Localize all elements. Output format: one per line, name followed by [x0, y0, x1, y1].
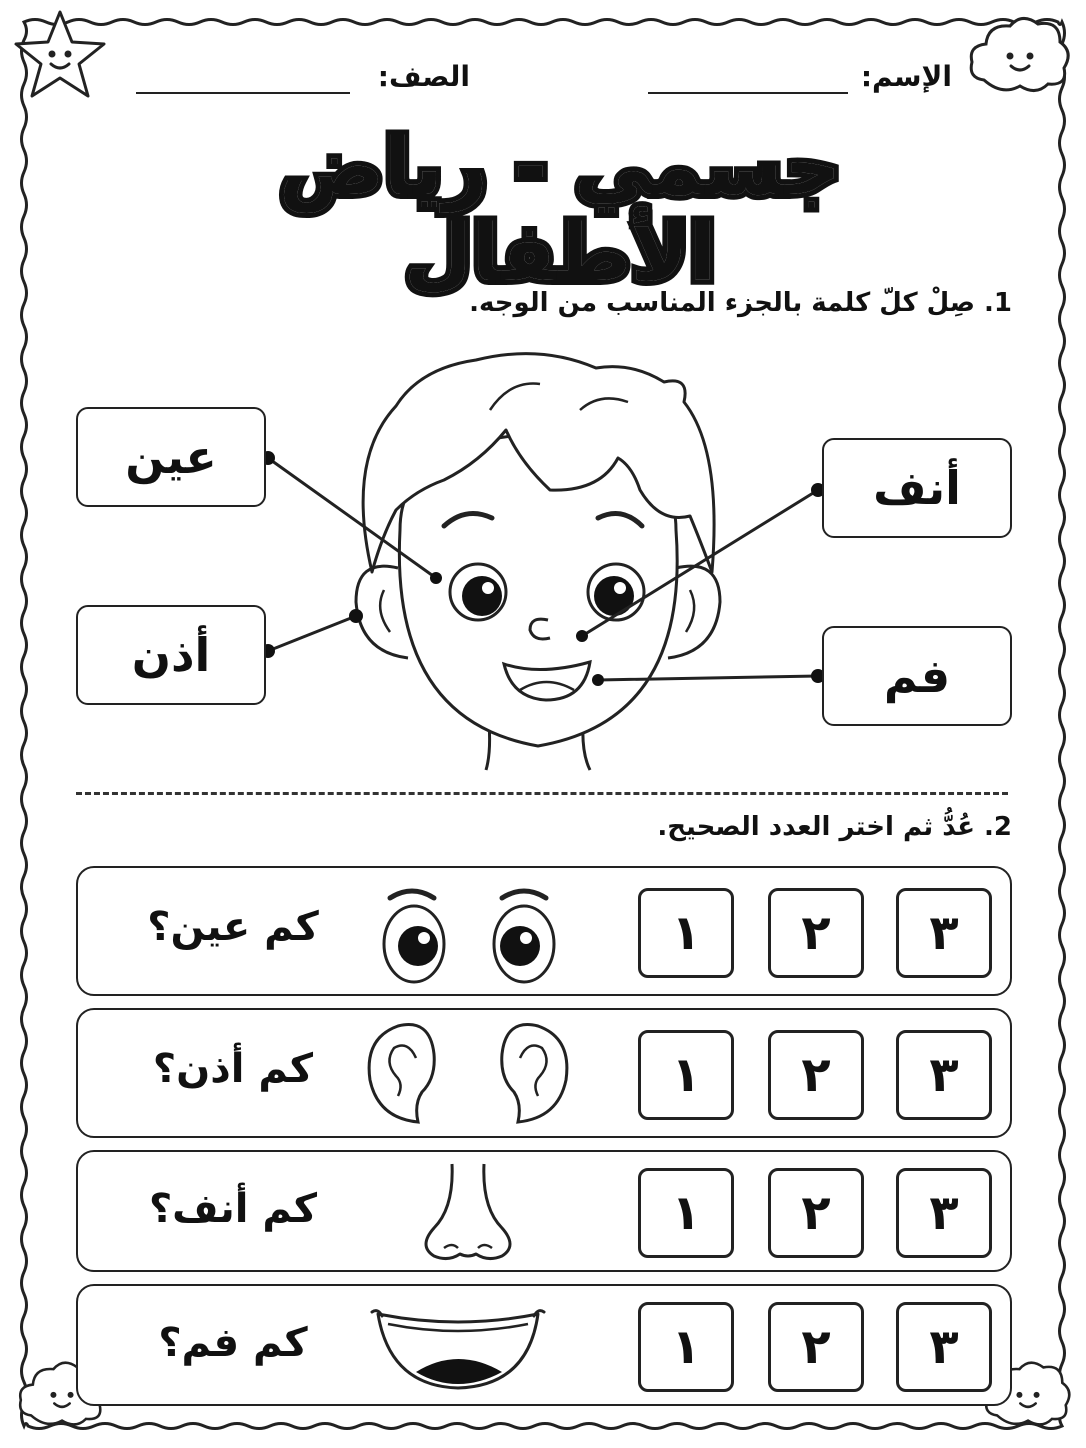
star-smiley-icon — [10, 6, 110, 106]
option-3-button[interactable]: ٣ — [896, 1030, 992, 1120]
count-row-mouth — [76, 1284, 1012, 1406]
option-3-button[interactable]: ٣ — [896, 888, 992, 978]
word-box-ear[interactable]: أذن — [76, 605, 266, 705]
eyes-icon — [378, 878, 568, 988]
option-2-button[interactable]: ٢ — [768, 1168, 864, 1258]
row-question-label: كم أنف؟ — [148, 1186, 318, 1232]
name-field[interactable] — [648, 92, 848, 94]
option-2-button[interactable]: ٢ — [768, 1030, 864, 1120]
count-row-ears — [76, 1008, 1012, 1138]
row-question-label: كم أذن؟ — [152, 1046, 314, 1092]
option-1-button[interactable]: ١ — [638, 888, 734, 978]
ear-connector-line — [268, 616, 356, 651]
count-row-eyes — [76, 866, 1012, 996]
name-label: الإسم: — [860, 60, 952, 93]
class-field[interactable] — [136, 92, 350, 94]
class-label: الصف: — [377, 60, 470, 93]
option-3-button[interactable]: ٣ — [896, 1302, 992, 1392]
row-question-label: كم عين؟ — [147, 904, 319, 950]
option-3-button[interactable]: ٣ — [896, 1168, 992, 1258]
option-2-button[interactable]: ٢ — [768, 1302, 864, 1392]
ears-icon — [358, 1018, 578, 1130]
question-1-instruction: 1. صِلْ كلّ كلمة بالجزء المناسب من الوجه. — [469, 288, 1012, 318]
page-title: جسمي - رياض الأطفال — [279, 123, 841, 299]
section-divider — [76, 792, 1008, 795]
option-2-button[interactable]: ٢ — [768, 888, 864, 978]
word-box-mouth[interactable]: فم — [822, 626, 1012, 726]
row-question-label: كم فم؟ — [158, 1320, 308, 1366]
word-box-nose[interactable]: أنف — [822, 438, 1012, 538]
option-1-button[interactable]: ١ — [638, 1302, 734, 1392]
question-2-instruction: 2. عُدُّ ثم اختر العدد الصحيح. — [657, 812, 1012, 842]
mouth-icon — [368, 1294, 548, 1394]
option-1-button[interactable]: ١ — [638, 1030, 734, 1120]
cloud-smiley-icon — [964, 10, 1076, 100]
option-1-button[interactable]: ١ — [638, 1168, 734, 1258]
word-box-eye[interactable]: عين — [76, 407, 266, 507]
nose-icon — [408, 1158, 528, 1264]
count-row-nose — [76, 1150, 1012, 1272]
